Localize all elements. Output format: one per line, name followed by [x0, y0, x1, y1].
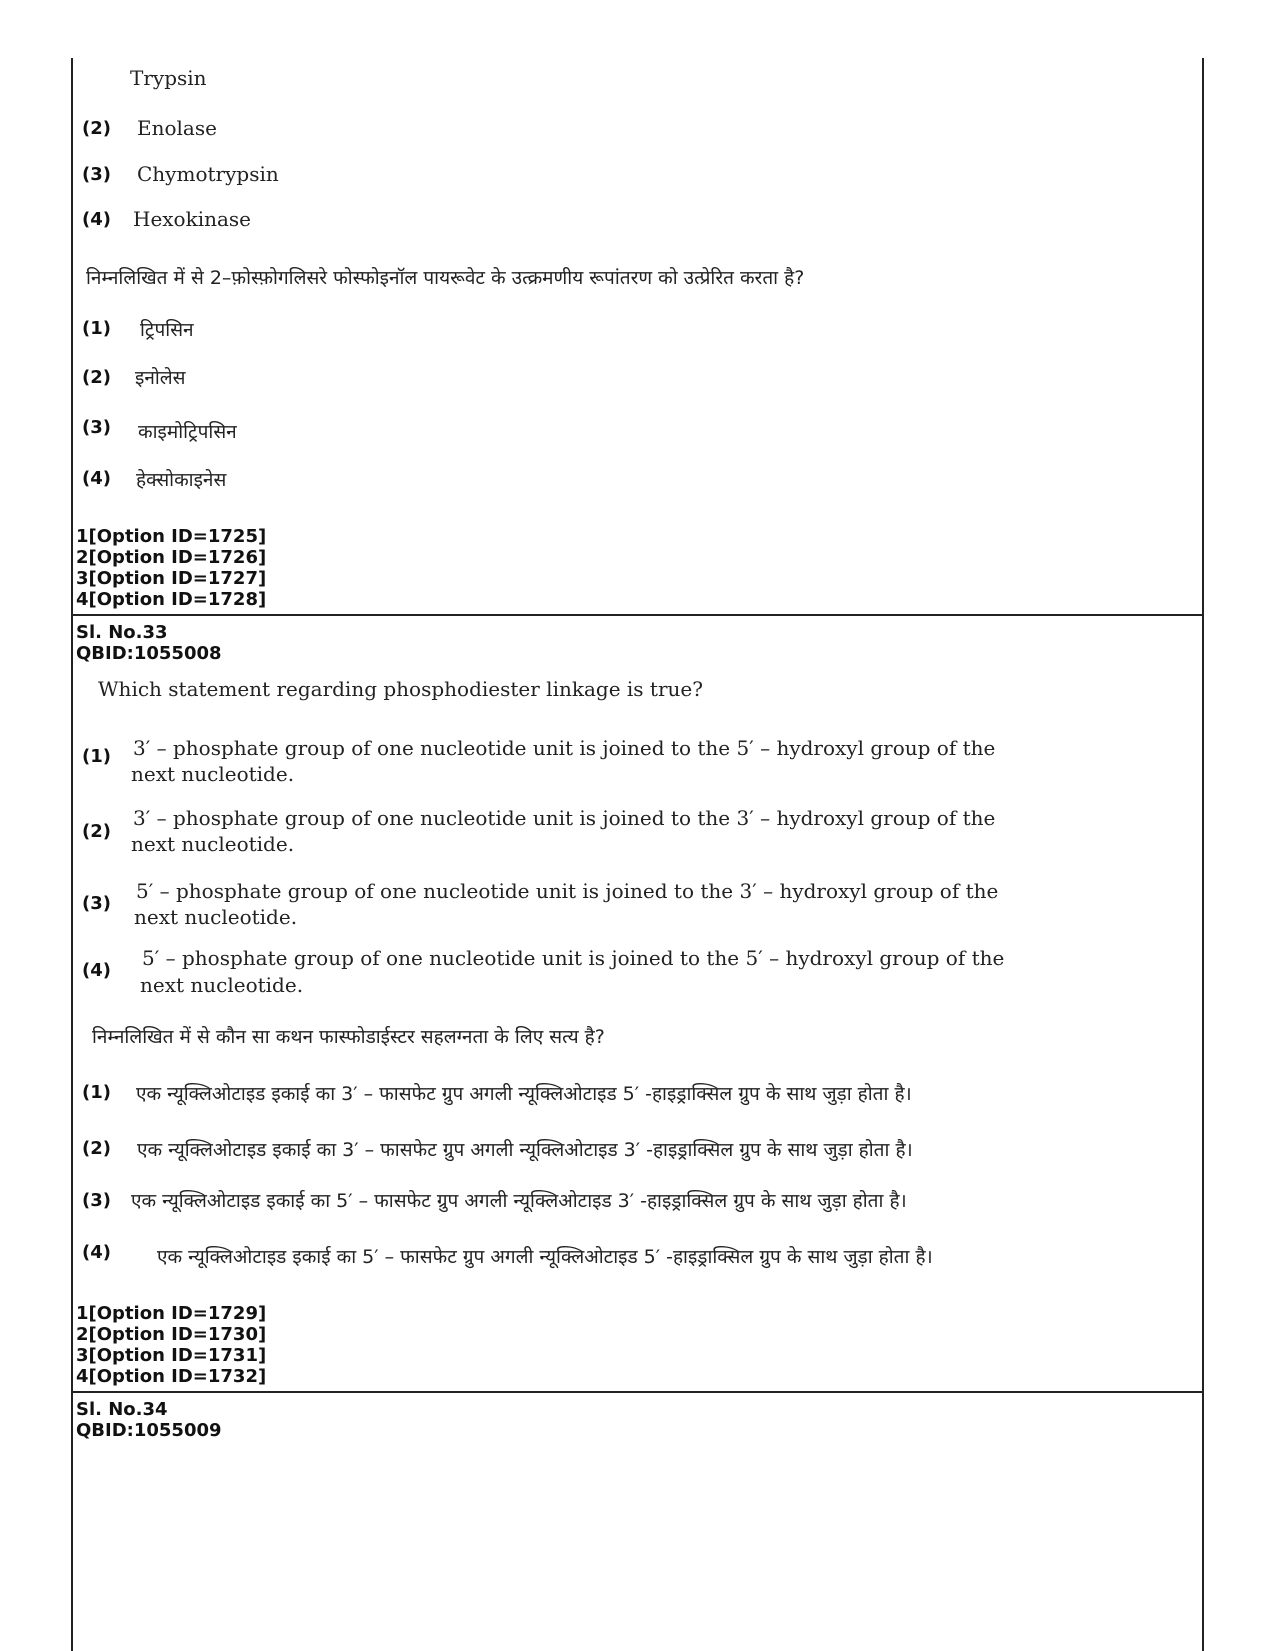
q33-option-hi-2-text: एक न्यूक्लिओटाइड इकाई का 3′ – फासफेट ग्रुप अगली न्यूक्लिओटाइड 3′ -हाइड्राक्सिल ग्रुप के साथ जुड़ा होता है। — [137, 1139, 913, 1161]
q33-option-en-2-line2: next nucleotide. — [131, 832, 295, 856]
prev-option-en-4-text: Hexokinase — [133, 207, 252, 231]
prev-option-en-4-number: (4) — [82, 209, 111, 230]
prev-option-hi-3-text: काइमोट्रिपसिन — [138, 421, 237, 443]
q33-option-en-2-line1: 3′ – phosphate group of one nucleotide unit is joined to the 3′ – hydroxyl group of the — [133, 806, 996, 830]
prev-option-id-1: 1[Option ID=1725] — [76, 526, 267, 547]
prev-option-hi-1-number: (1) — [82, 318, 111, 339]
prev-option-hi-3-number: (3) — [82, 417, 111, 438]
q33-option-hi-4-number: (4) — [82, 1242, 111, 1263]
q33-option-en-3-line2: next nucleotide. — [134, 905, 298, 929]
q33-option-id-3: 3[Option ID=1731] — [76, 1345, 267, 1366]
prev-option-hi-1-text: ट्रिपसिन — [140, 319, 194, 341]
prev-option-id-3: 3[Option ID=1727] — [76, 568, 267, 589]
q33-option-id-2: 2[Option ID=1730] — [76, 1324, 267, 1345]
q34-qbid: QBID:1055009 — [76, 1420, 222, 1441]
prev-option-en-2-number: (2) — [82, 118, 111, 139]
q33-question-english: Which statement regarding phosphodiester linkage is true? — [98, 677, 703, 701]
q33-option-hi-2-number: (2) — [82, 1138, 111, 1159]
prev-question-hindi: निम्नलिखित में से 2–फ़ोस्फ़ोगलिसरे फोस्फोइनॉल पायरूवेट के उत्क्रमणीय रूपांतरण को उत्प्रेरित करता है? — [86, 267, 805, 289]
q33-option-en-2-number: (2) — [82, 821, 111, 842]
q33-option-id-4: 4[Option ID=1732] — [76, 1366, 267, 1387]
question-divider — [71, 614, 1204, 616]
q33-option-id-1: 1[Option ID=1729] — [76, 1303, 267, 1324]
q33-option-en-4-line2: next nucleotide. — [140, 973, 304, 997]
q33-sl-no: Sl. No.33 — [76, 622, 168, 643]
q33-option-hi-4-text: एक न्यूक्लिओटाइड इकाई का 5′ – फासफेट ग्रुप अगली न्यूक्लिओटाइड 5′ -हाइड्राक्सिल ग्रुप के साथ जुड़ा होता है। — [157, 1246, 933, 1268]
q33-option-hi-3-text: एक न्यूक्लिओटाइड इकाई का 5′ – फासफेट ग्रुप अगली न्यूक्लिओटाइड 3′ -हाइड्राक्सिल ग्रुप के साथ जुड़ा होता है। — [131, 1190, 907, 1212]
q34-sl-no: Sl. No.34 — [76, 1399, 168, 1420]
prev-option-id-4: 4[Option ID=1728] — [76, 589, 267, 610]
q33-option-en-1-line2: next nucleotide. — [131, 762, 295, 786]
prev-option-hi-4-text: हेक्सोकाइनेस — [136, 469, 227, 491]
question-divider — [71, 1391, 1204, 1393]
q33-question-hindi: निम्नलिखित में से कौन सा कथन फास्फोडाईस्टर सहलग्नता के लिए सत्य है? — [92, 1026, 605, 1048]
prev-option-en-1-text: Trypsin — [130, 66, 207, 90]
q33-option-en-3-line1: 5′ – phosphate group of one nucleotide unit is joined to the 3′ – hydroxyl group of the — [136, 879, 999, 903]
prev-option-en-3-number: (3) — [82, 164, 111, 185]
q33-option-hi-1-text: एक न्यूक्लिओटाइड इकाई का 3′ – फासफेट ग्रुप अगली न्यूक्लिओटाइड 5′ -हाइड्राक्सिल ग्रुप के साथ जुड़ा होता है। — [136, 1083, 912, 1105]
prev-option-en-2-text: Enolase — [137, 116, 217, 140]
prev-option-en-3-text: Chymotrypsin — [137, 162, 279, 186]
prev-option-hi-2-text: इनोलेस — [135, 367, 186, 389]
q33-option-en-4-number: (4) — [82, 960, 111, 981]
prev-option-hi-2-number: (2) — [82, 367, 111, 388]
q33-qbid: QBID:1055008 — [76, 643, 222, 664]
q33-option-hi-1-number: (1) — [82, 1082, 111, 1103]
q33-option-en-3-number: (3) — [82, 893, 111, 914]
q33-option-en-1-line1: 3′ – phosphate group of one nucleotide unit is joined to the 5′ – hydroxyl group of the — [133, 736, 996, 760]
q33-option-en-1-number: (1) — [82, 746, 111, 767]
prev-option-id-2: 2[Option ID=1726] — [76, 547, 267, 568]
q33-option-hi-3-number: (3) — [82, 1190, 111, 1211]
q33-option-en-4-line1: 5′ – phosphate group of one nucleotide unit is joined to the 5′ – hydroxyl group of the — [142, 946, 1005, 970]
prev-option-hi-4-number: (4) — [82, 468, 111, 489]
